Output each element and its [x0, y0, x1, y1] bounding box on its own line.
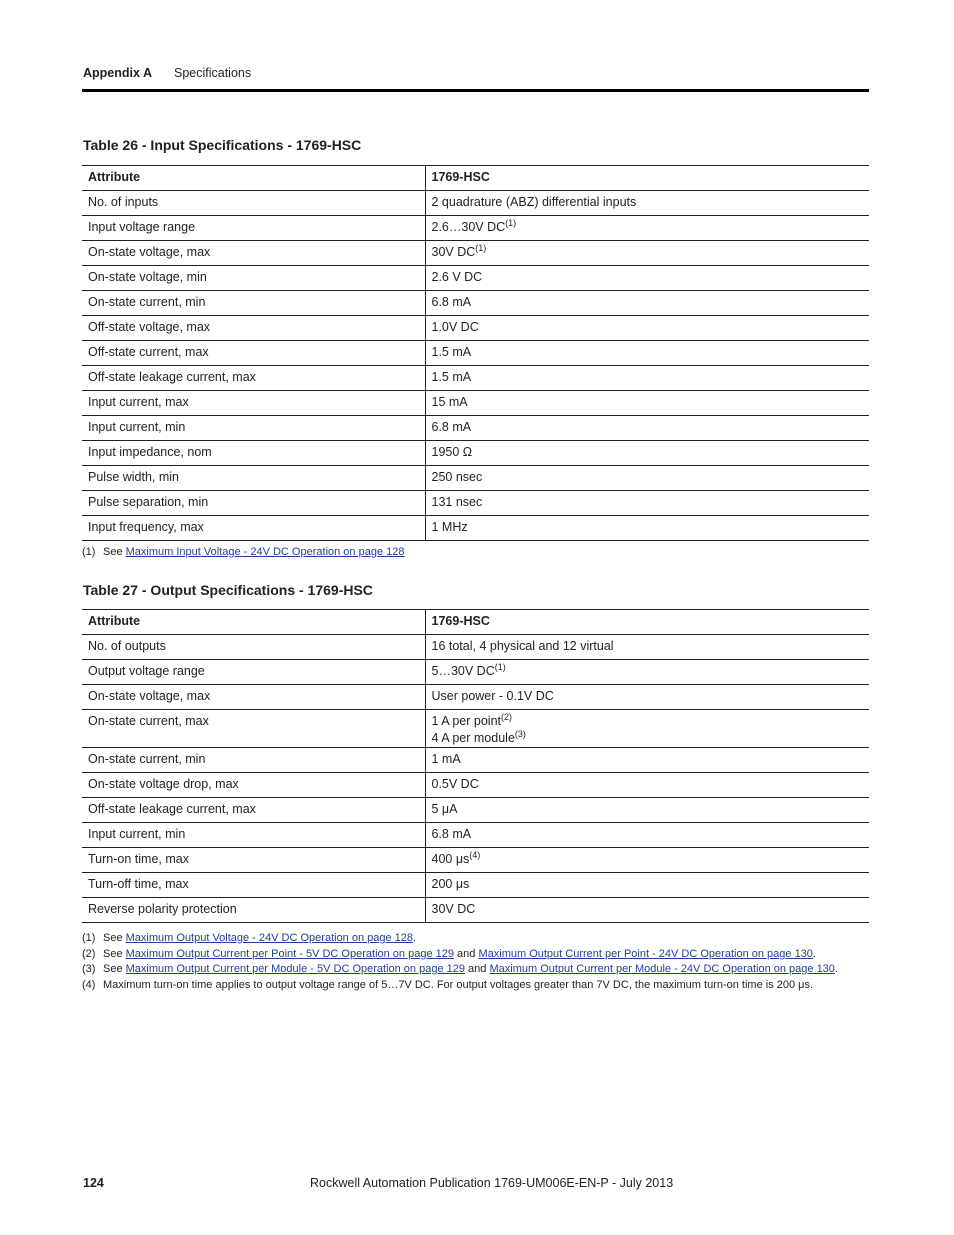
table-row [82, 466, 869, 491]
attribute-cell: Pulse separation, min [82, 491, 425, 516]
value-cell [425, 748, 869, 773]
footnote-ref: (1) [494, 662, 506, 672]
footnote-ref: (4) [469, 850, 481, 860]
value-text: 6.8 mA [431, 420, 472, 434]
table-row [82, 241, 869, 266]
table-row [82, 266, 869, 291]
table-27-title: Table 27 - Output Specifications - 1769-HSC [83, 582, 373, 598]
value-text: 30V DC [431, 902, 476, 916]
table-row [82, 823, 869, 848]
attribute-cell: No. of outputs [82, 635, 425, 660]
table-row [82, 441, 869, 466]
value-cell [425, 266, 869, 291]
value-cell [425, 216, 869, 241]
page-header [83, 66, 251, 80]
value-text: 1.5 mA [431, 370, 472, 384]
value-text: 30V DC [431, 245, 476, 259]
footnote-ref: (1) [475, 243, 487, 253]
value-text: 0.5V DC [431, 777, 479, 791]
footnote-link[interactable]: Maximum Output Current per Module - 24V DC Operation on page 130 [489, 963, 835, 975]
table-26-footnotes [82, 545, 404, 561]
attribute-cell: Input current, max [82, 391, 425, 416]
footnote-link[interactable]: Maximum Output Voltage - 24V DC Operation on page 128 [125, 932, 414, 944]
value-text: 5 μA [431, 802, 458, 816]
table-header-row [82, 610, 869, 635]
table-header-row [82, 166, 869, 191]
attribute-cell: No. of inputs [82, 191, 425, 216]
value-text: 1.5 mA [431, 345, 472, 359]
footnote-link[interactable]: Maximum Output Current per Point - 24V DC Operation on page 130 [478, 947, 813, 960]
value-cell [425, 685, 869, 710]
attribute-cell: Input voltage range [82, 216, 425, 241]
attribute-cell: Off-state voltage, max [82, 316, 425, 341]
footnote: (2) See Maximum Output Current per Point - 5V DC Operation on page 129 and Maximum Output Current per Point - 24V DC Operation on page 130. [82, 947, 816, 960]
value-cell [425, 798, 869, 823]
attribute-cell: Input impedance, nom [82, 441, 425, 466]
attribute-cell: On-state voltage, min [82, 266, 425, 291]
value-cell [425, 491, 869, 516]
table-row [82, 710, 869, 748]
value-text: 6.8 mA [431, 295, 472, 309]
value-text: 1 mA [431, 752, 461, 766]
footnote: (3) See Maximum Output Current per Module - 5V DC Operation on page 129 and Maximum Output Current per Module - 24V DC Operation on page 130. [82, 963, 838, 975]
value-cell [425, 710, 869, 748]
table-row [82, 416, 869, 441]
attribute-cell: Off-state current, max [82, 341, 425, 366]
header-rule [82, 89, 869, 92]
attribute-cell: Input current, min [82, 416, 425, 441]
value-text: 1 MHz [431, 520, 468, 534]
value-text: 15 mA [431, 395, 468, 409]
value-text: 2.6…30V DC [431, 220, 506, 234]
value-cell [425, 516, 869, 541]
value-cell [425, 191, 869, 216]
attribute-cell: On-state current, max [82, 710, 425, 748]
attribute-cell: On-state current, min [82, 291, 425, 316]
value-text: 1.0V DC [431, 320, 479, 334]
attribute-cell: Output voltage range [82, 660, 425, 685]
value-text: 131 nsec [431, 495, 483, 509]
table-row [82, 216, 869, 241]
column-header-attribute: Attribute [82, 166, 425, 191]
value-cell [425, 466, 869, 491]
table-row [82, 685, 869, 710]
attribute-cell: Input frequency, max [82, 516, 425, 541]
value-cell [425, 291, 869, 316]
value-cell [425, 848, 869, 873]
table-row [82, 391, 869, 416]
attribute-cell: Off-state leakage current, max [82, 366, 425, 391]
value-cell [425, 391, 869, 416]
output-specifications-table [82, 609, 869, 923]
value-cell [425, 660, 869, 685]
table-row [82, 516, 869, 541]
value-cell [425, 898, 869, 923]
footnote: (1) See Maximum Output Voltage - 24V DC Operation on page 128. [82, 932, 417, 944]
value-text: 4 A per module [431, 731, 515, 745]
value-cell [425, 316, 869, 341]
footnote: (1) See Maximum Input Voltage - 24V DC Operation on page 128 [82, 546, 405, 558]
table-row [82, 291, 869, 316]
footnote-ref: (1) [505, 218, 517, 228]
value-text: 400 μs [431, 852, 470, 866]
value-text: 2 quadrature (ABZ) differential inputs [431, 195, 637, 209]
footnote-ref: (2) [501, 712, 513, 722]
table-27-footnotes [82, 931, 838, 993]
table-row [82, 660, 869, 685]
table-row [82, 748, 869, 773]
value-cell [425, 241, 869, 266]
value-cell [425, 441, 869, 466]
value-text: 2.6 V DC [431, 270, 483, 284]
value-cell [425, 341, 869, 366]
attribute-cell: On-state voltage drop, max [82, 773, 425, 798]
section-title: Specifications [173, 66, 252, 80]
footnote-link[interactable]: Maximum Input Voltage - 24V DC Operation on page 128 [125, 546, 405, 558]
footnote-link[interactable]: Maximum Output Current per Point - 5V DC Operation on page 129 [125, 947, 454, 960]
table-row [82, 491, 869, 516]
table-row [82, 848, 869, 873]
column-header-model: 1769-HSC [425, 610, 869, 635]
column-header-attribute: Attribute [82, 610, 425, 635]
value-text: 1 A per point [431, 714, 502, 728]
table-row [82, 773, 869, 798]
attribute-cell: Turn-off time, max [82, 873, 425, 898]
table-row [82, 191, 869, 216]
value-cell [425, 773, 869, 798]
table-row [82, 366, 869, 391]
page-number: 124 [83, 1176, 104, 1190]
table-row [82, 341, 869, 366]
attribute-cell: On-state current, min [82, 748, 425, 773]
attribute-cell: On-state voltage, max [82, 685, 425, 710]
footnote-link[interactable]: Maximum Output Current per Module - 5V DC Operation on page 129 [125, 963, 465, 975]
value-cell [425, 366, 869, 391]
attribute-cell: On-state voltage, max [82, 241, 425, 266]
attribute-cell: Off-state leakage current, max [82, 798, 425, 823]
value-cell [425, 823, 869, 848]
table-row [82, 873, 869, 898]
value-text: 200 μs [431, 877, 470, 891]
value-cell [425, 873, 869, 898]
table-row [82, 898, 869, 923]
value-text: 250 nsec [431, 470, 483, 484]
value-cell [425, 416, 869, 441]
value-text: User power - 0.1V DC [431, 689, 554, 703]
footnote-ref: (3) [514, 729, 526, 739]
publication-info: Rockwell Automation Publication 1769-UM006E-EN-P - July 2013 [310, 1176, 674, 1190]
input-specifications-table [82, 165, 869, 541]
appendix-label: Appendix A [83, 66, 152, 80]
table-row [82, 635, 869, 660]
attribute-cell: Reverse polarity protection [82, 898, 425, 923]
value-cell [425, 635, 869, 660]
attribute-cell: Input current, min [82, 823, 425, 848]
value-text: 5…30V DC [431, 664, 495, 678]
value-text: 16 total, 4 physical and 12 virtual [431, 639, 614, 653]
footnote: (4) Maximum turn-on time applies to output voltage range of 5…7V DC. For output voltages greater than 7V DC, the maximum turn-on time is 200 μs. [82, 978, 814, 991]
attribute-cell: Pulse width, min [82, 466, 425, 491]
table-row [82, 316, 869, 341]
table-row [82, 798, 869, 823]
column-header-model: 1769-HSC [425, 166, 869, 191]
table-26-title: Table 26 - Input Specifications - 1769-HSC [83, 137, 362, 153]
value-text: 6.8 mA [431, 827, 472, 841]
attribute-cell: Turn-on time, max [82, 848, 425, 873]
value-text: 1950 Ω [431, 445, 473, 459]
